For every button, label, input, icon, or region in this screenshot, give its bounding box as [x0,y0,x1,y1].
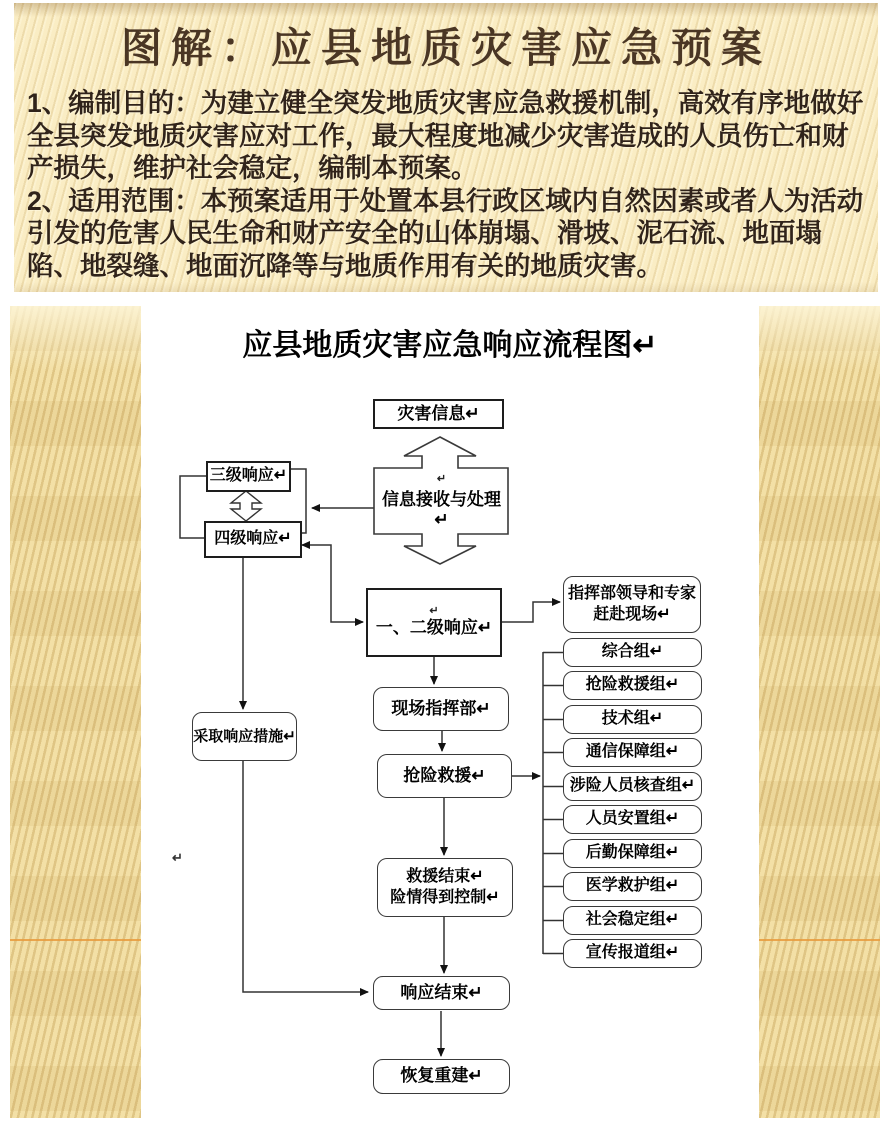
node-group-personnel-check: 涉险人员核查组↵ [563,772,702,801]
return-mark: ↵ [436,473,447,485]
node-group-technical: 技术组↵ [563,705,702,734]
node-info-processing: ↵ 信息接收与处理↵ [382,473,501,529]
node-group-communication: 通信保障组↵ [563,738,702,767]
node-group-publicity: 宣传报道组↵ [563,939,702,968]
node-take-measures: 采取响应措施↵ [192,712,297,761]
node-hq-experts: 指挥部领导和专家 赶赴现场↵ [563,576,701,633]
node-group-medical: 医学救护组↵ [563,872,702,901]
flowchart-title: 应县地质灾害应急响应流程图↵ [242,329,658,362]
node-level3-response: 三级响应↵ [206,461,291,492]
arrow-level4-level12 [302,545,363,622]
paragraph-scope: 2、适用范围：本预案适用于处置本县行政区域内自然因素或者人为活动引发的危害人民生命和财产安全的山体崩塌、滑坡、泥石流、地面塌陷、地裂缝、地面沉降等与地质作用有关的地质灾害。 [27,185,864,281]
node-rebuild: 恢复重建↵ [373,1059,510,1094]
node-rescue-end: 救援结束↵ 险情得到控制↵ [377,858,513,917]
node-response-end: 响应结束↵ [373,976,510,1010]
main-title: 图解：应县地质灾害应急预案 [121,24,771,72]
node-level4-response: 四级响应↵ [204,521,302,558]
node-group-rescue: 抢险救援组↵ [563,671,702,700]
node-disaster-info: 灾害信息↵ [373,399,504,429]
node-group-comprehensive: 综合组↵ [563,638,702,667]
paragraph-purpose: 1、编制目的：为建立健全突发地质灾害应急救援机制，高效有序地做好全县突发地质灾害应对工作，最大程度地减少灾害造成的人员伤亡和财产损失，维护社会稳定，编制本预案。 [27,88,864,183]
bracket-groups [543,652,563,954]
node-scene-hq: 现场指挥部↵ [373,687,509,731]
node-group-logistics: 后勤保障组↵ [563,839,702,868]
double-arrow-levels-shape [231,491,261,521]
return-mark: ↵ [429,605,439,618]
return-mark-stray: ↵ [172,850,183,865]
bracket-left-levels [180,476,206,538]
node-level12-response: ↵ 一、二级响应↵ [366,588,502,657]
arrow-measures-to-responseend [243,761,368,992]
node-group-resettlement: 人员安置组↵ [563,805,702,834]
node-rescue: 抢险救援↵ [377,754,512,798]
node-group-social-stability: 社会稳定组↵ [563,906,702,935]
arrow-level12-to-hq [502,602,560,622]
